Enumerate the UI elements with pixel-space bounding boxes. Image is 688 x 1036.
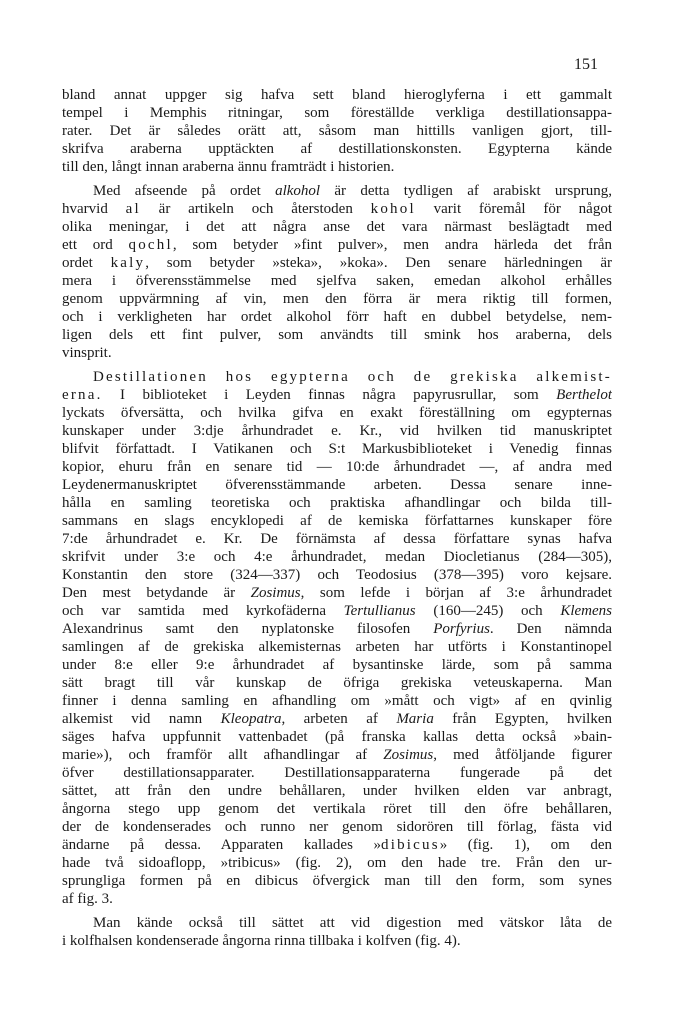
text-line xyxy=(62,620,612,638)
text-line xyxy=(62,602,612,620)
italic-text: Berthelot xyxy=(556,387,612,403)
italic-text: Maria xyxy=(396,711,434,727)
spaced-text: kohol xyxy=(370,201,416,217)
text-segment: . Den nämnda xyxy=(489,621,612,637)
text-line xyxy=(62,800,612,818)
spaced-text: dibicus xyxy=(381,837,440,853)
text-line xyxy=(62,548,612,566)
text-line xyxy=(62,872,612,890)
text-segment: rater. Det är således orätt att, såsom man hittills vanligen gjort, till- xyxy=(62,123,612,139)
text-segment: är detta tydligen af arabiskt ursprung, xyxy=(320,183,612,199)
text-segment: hade två sidoaflopp, »tribicus» (fig. 2), om den hade tre. Från den ur- xyxy=(62,855,612,871)
text-segment: , som betyder »steka», »koka». Den senare härledningen är xyxy=(145,255,612,271)
text-line xyxy=(62,158,612,176)
text-segment: ett ord xyxy=(62,237,129,253)
paragraph xyxy=(62,368,612,908)
text-segment: sätt bragt till vår kunskap de öfriga grekiska veteuskaperna. Man xyxy=(62,675,612,691)
page-body xyxy=(62,86,612,956)
text-segment: Leydenermanuskriptet öfverensstämmande arbeten. Dessa senare inne- xyxy=(62,477,612,493)
text-segment: blifvit författadt. I Vatikanen och S:t Markusbiblioteket i Venedig finnas xyxy=(62,441,612,457)
text-line xyxy=(62,86,612,104)
text-line xyxy=(62,182,612,200)
text-segment: sättet, att från den undre behållaren, under hvilken elden var anbragt, xyxy=(62,783,612,799)
text-segment: vinsprit. xyxy=(62,345,112,361)
text-line xyxy=(62,530,612,548)
text-line xyxy=(62,512,612,530)
text-segment: öfver destillationsapparater. Destillationsapparaterna fungerade på det xyxy=(62,765,612,781)
text-line xyxy=(62,746,612,764)
text-line xyxy=(62,326,612,344)
text-segment: säges hafva uppfunnit vattenbadet (på franska kallas detta också »bain- xyxy=(62,729,612,745)
text-segment: mera i öfverensstämmelse med sjelfva saken, emedan alkohol erhålles xyxy=(62,273,612,289)
text-segment: varit föremål för något xyxy=(415,201,612,217)
text-line xyxy=(62,344,612,362)
text-segment: genom uppvärmning af vin, men den förra är mera riktig till formen, xyxy=(62,291,612,307)
text-segment: finner i denna samling en afhandling om »mått och vigt» af en qvinlig xyxy=(62,693,612,709)
text-line xyxy=(62,914,612,932)
text-line xyxy=(62,254,612,272)
paragraph xyxy=(62,182,612,362)
text-segment: i kolfhalsen kondenserade ångorna rinna tillbaka i kolfven (fig. 4). xyxy=(62,933,461,949)
italic-text: alkohol xyxy=(275,183,321,199)
text-line xyxy=(62,440,612,458)
text-segment: och var samtida med kyrkofäderna xyxy=(62,603,344,619)
spaced-text: qochl xyxy=(128,237,173,253)
text-line xyxy=(62,236,612,254)
text-segment: 7:de århundradet e. Kr. De förnämsta af dessa författare synas hafva xyxy=(62,531,612,547)
text-line xyxy=(62,854,612,872)
italic-text: Zosimus xyxy=(383,747,434,763)
italic-text: Zosimus xyxy=(250,585,301,601)
text-segment: sammans en slags encyklopedi af de kemiska författarnes kunskaper före xyxy=(62,513,612,529)
text-line xyxy=(62,566,612,584)
paragraph xyxy=(62,86,612,176)
text-segment: hvarvid xyxy=(62,201,126,217)
text-line xyxy=(62,200,612,218)
text-segment: lyckats öfversätta, och hvilka gifva en exakt föreställning om egypternas xyxy=(62,405,612,421)
text-segment: , med åtföljande figurer xyxy=(433,747,612,763)
italic-text: Porfyrius xyxy=(433,621,490,637)
text-segment: alkemist vid namn xyxy=(62,711,221,727)
page-number: 151 xyxy=(574,56,598,73)
text-line xyxy=(62,782,612,800)
text-segment: (160—245) och xyxy=(415,603,561,619)
text-line xyxy=(62,728,612,746)
text-segment: olika meningar, i det att några anse det vara närmast beslägtadt med xyxy=(62,219,612,235)
text-segment: tempel i Memphis ritningar, som föreställde verkliga destillationsappa- xyxy=(62,105,612,121)
text-segment: , som lefde i början af 3:e århundradet xyxy=(300,585,612,601)
text-segment: ligen dels ett fint pulver, som användts till smink hos araberna, dels xyxy=(62,327,612,343)
text-line xyxy=(62,584,612,602)
text-line xyxy=(62,818,612,836)
text-line xyxy=(62,308,612,326)
italic-text: Tertullianus xyxy=(343,603,416,619)
text-segment: marie»), och framför allt afhandlingar af xyxy=(62,747,384,763)
spaced-text: kaly xyxy=(110,255,146,271)
text-line xyxy=(62,104,612,122)
text-segment: Man kände också till sättet att vid digestion med vätskor låta de xyxy=(93,915,612,931)
text-line xyxy=(62,272,612,290)
text-segment: skrifva araberna upptäckten af destillationskonsten. Egypterna kände xyxy=(62,141,612,157)
text-segment: der de kondenserades och runno ner genom sidorören till förlag, fästa vid xyxy=(62,819,612,835)
text-line xyxy=(62,422,612,440)
text-line xyxy=(62,494,612,512)
text-segment: skrifvit under 3:e och 4:e århundradet, medan Diocletianus (284—305), xyxy=(62,549,612,565)
text-segment: af fig. 3. xyxy=(62,891,113,907)
text-segment: kunskaper under 3:dje århundradet e. Kr., vid hvilken tid manuskriptet xyxy=(62,423,612,439)
spaced-text: erna. xyxy=(62,387,103,403)
paragraph xyxy=(62,914,612,950)
text-line xyxy=(62,386,612,404)
text-segment: bland annat uppger sig hafva sett bland hieroglyferna i ett gammalt xyxy=(62,87,612,103)
text-segment: sprungliga formen på en dibicus öfvergick man till den form, som synes xyxy=(62,873,612,889)
text-segment: är artikeln och återstoden xyxy=(140,201,371,217)
text-line xyxy=(62,122,612,140)
text-line xyxy=(62,764,612,782)
text-segment: , som betyder »fint pulver», men andra härleda det från xyxy=(172,237,612,253)
text-line xyxy=(62,638,612,656)
text-line xyxy=(62,140,612,158)
text-segment: Med afseende på ordet xyxy=(93,183,276,199)
italic-text: Klemens xyxy=(560,603,612,619)
text-line xyxy=(62,890,612,908)
text-line xyxy=(62,656,612,674)
text-line xyxy=(62,290,612,308)
text-segment: Konstantin den store (324—337) och Teodosius (378—395) voro kejsare. xyxy=(62,567,612,583)
text-line xyxy=(62,836,612,854)
text-line xyxy=(62,458,612,476)
text-segment: Alexandrinus samt den nyplatonske filosofen xyxy=(62,621,434,637)
text-segment: hålla en samling teoretiska och praktiska afhandlingar och bilda till- xyxy=(62,495,612,511)
text-line xyxy=(62,218,612,236)
text-segment: och i verkligheten har ordet alkohol förr haft en dubbel betydelse, nem- xyxy=(62,309,612,325)
text-line xyxy=(62,674,612,692)
text-segment: I biblioteket i Leyden finnas några papyrusrullar, som xyxy=(102,387,557,403)
text-line xyxy=(62,710,612,728)
italic-text: Kleopatra xyxy=(220,711,282,727)
text-line xyxy=(62,692,612,710)
text-segment: , arbeten af xyxy=(281,711,397,727)
text-segment: under 8:e eller 9:e århundradet af bysantinske lärde, som på samma xyxy=(62,657,612,673)
text-segment: från Egypten, hvilken xyxy=(433,711,612,727)
text-line xyxy=(62,932,612,950)
spaced-text: Destillationen hos egypterna och de grekiska alkemist- xyxy=(93,369,612,385)
text-segment: ordet xyxy=(62,255,111,271)
text-segment: kopior, ehuru från en senare tid — 10:de århundradet —, af andra med xyxy=(62,459,612,475)
text-segment: samlingen af de grekiska alkemisternas arbeten har utförts i Konstantinopel xyxy=(62,639,612,655)
text-segment: » (fig. 1), om den xyxy=(439,837,612,853)
text-segment: till den, långt innan araberna ännu framträdt i historien. xyxy=(62,159,395,175)
text-segment: ändarne på dessa. Apparaten kallades » xyxy=(62,837,381,853)
text-line xyxy=(62,368,612,386)
text-line xyxy=(62,476,612,494)
text-segment: ångorna stego upp genom det vertikala röret till den öfre behållaren, xyxy=(62,801,612,817)
text-segment: Den mest betydande är xyxy=(62,585,251,601)
spaced-text: al xyxy=(125,201,141,217)
text-line xyxy=(62,404,612,422)
